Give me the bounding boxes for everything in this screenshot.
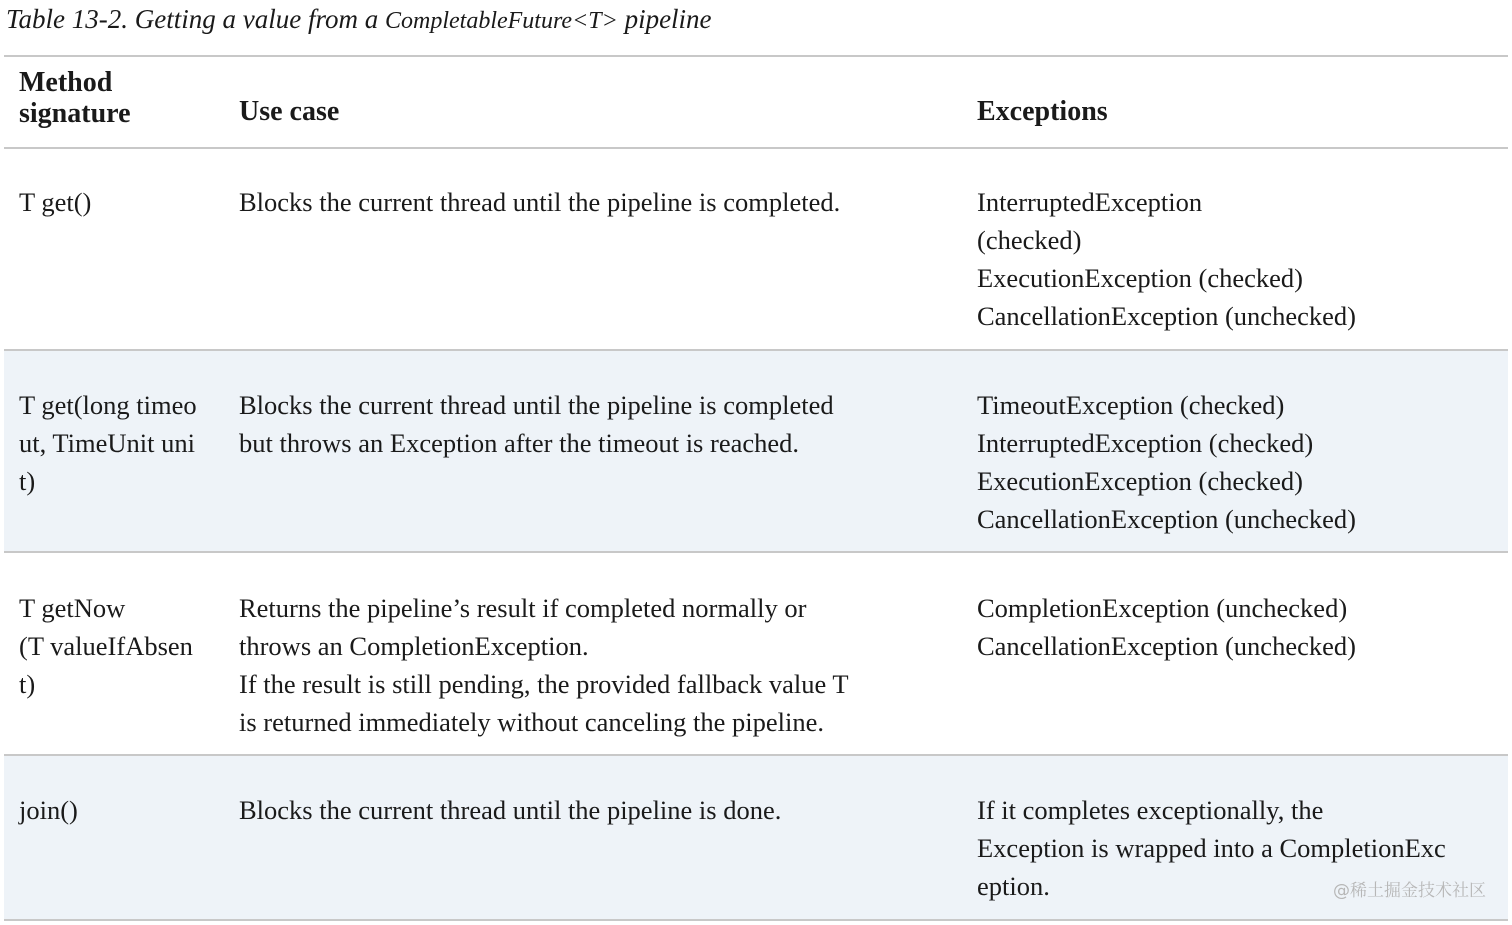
method-line: (T valueIfAbsen — [19, 631, 193, 661]
caption-suffix: pipeline — [617, 4, 712, 34]
method-cell — [19, 386, 219, 500]
header-signature-line: signature — [19, 98, 131, 129]
header-method-line: Method — [19, 67, 113, 98]
exception-line: eption. — [977, 871, 1050, 901]
table-row — [4, 351, 1508, 551]
exception-line: CancellationException (unchecked) — [977, 504, 1356, 534]
table-bottom-rule — [4, 919, 1508, 921]
use-case-cell — [239, 183, 939, 221]
table-row — [4, 149, 1508, 349]
exceptions-cell — [977, 183, 1502, 335]
header-use-case: Use case — [239, 96, 340, 127]
exception-line: InterruptedException (checked) — [977, 428, 1314, 458]
exception-line: ExecutionException (checked) — [977, 263, 1303, 293]
method-line: join() — [19, 795, 78, 825]
method-cell — [19, 791, 219, 829]
exceptions-cell — [977, 589, 1502, 665]
method-cell — [19, 589, 219, 703]
exceptions-cell — [977, 386, 1502, 538]
header-method-signature — [19, 67, 219, 129]
exception-line: CancellationException (unchecked) — [977, 301, 1356, 331]
exception-line: (checked) — [977, 225, 1082, 255]
use-case-line: Blocks the current thread until the pipeline is completed — [239, 390, 834, 420]
method-line: T get() — [19, 187, 92, 217]
method-line: ut, TimeUnit uni — [19, 428, 195, 458]
use-case-line: is returned immediately without canceling the pipeline. — [239, 707, 825, 737]
use-case-cell — [239, 791, 939, 829]
method-line: t) — [19, 466, 36, 496]
use-case-line: but throws an Exception after the timeout is reached. — [239, 428, 799, 458]
exception-line: InterruptedException — [977, 187, 1203, 217]
watermark: @稀土掘金技术社区 — [1333, 881, 1486, 901]
use-case-cell — [239, 386, 939, 462]
use-case-cell — [239, 589, 939, 741]
table-caption — [6, 2, 712, 38]
use-case-line: Returns the pipeline’s result if completed normally or — [239, 593, 807, 623]
method-line: t) — [19, 669, 36, 699]
method-line: T getNow — [19, 593, 126, 623]
use-case-line: Blocks the current thread until the pipeline is done. — [239, 795, 782, 825]
caption-prefix: Table 13-2. Getting a value from a — [6, 4, 385, 34]
use-case-line: If the result is still pending, the provided fallback value T — [239, 669, 849, 699]
caption-code: CompletableFuture<T> — [384, 8, 618, 34]
table-row — [4, 756, 1508, 919]
header-exceptions: Exceptions — [977, 96, 1108, 127]
use-case-line: Blocks the current thread until the pipeline is completed. — [239, 187, 841, 217]
exception-line: If it completes exceptionally, the — [977, 795, 1324, 825]
table-row — [4, 553, 1508, 754]
method-line: T get(long timeo — [19, 390, 197, 420]
exception-line: Exception is wrapped into a CompletionExc — [977, 833, 1446, 863]
use-case-line: throws an CompletionException. — [239, 631, 589, 661]
exception-line: ExecutionException (checked) — [977, 466, 1303, 496]
exception-line: CompletionException (unchecked) — [977, 593, 1348, 623]
exception-line: CancellationException (unchecked) — [977, 631, 1356, 661]
method-cell — [19, 183, 219, 221]
table-header-row — [4, 57, 1508, 147]
exception-line: TimeoutException (checked) — [977, 390, 1285, 420]
